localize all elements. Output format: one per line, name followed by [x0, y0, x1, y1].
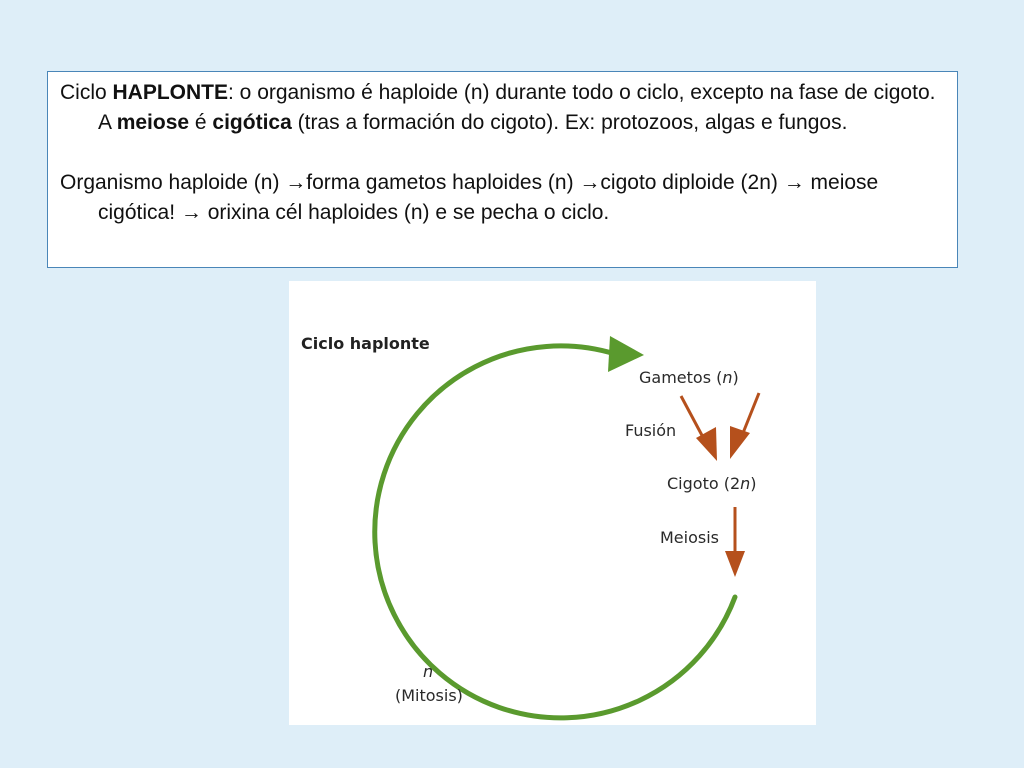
text-box: [47, 71, 958, 268]
meiosis-label: Meiosis: [660, 528, 719, 547]
gametos-label: Gametos (n): [639, 368, 739, 387]
fusion-label: Fusión: [625, 421, 677, 440]
haplonte-term: HAPLONTE: [112, 81, 229, 104]
cigoto-label: Cigoto (2n): [667, 474, 757, 493]
diagram-title: Ciclo haplonte: [301, 334, 430, 353]
arrow-right-icon: →: [783, 171, 805, 194]
arrow-right-icon: →: [579, 171, 601, 194]
fusion-arrow-right-icon: [730, 393, 759, 459]
text-span: (tras a formación do cigoto). Ex: protozoos, algas e fungos.: [291, 111, 848, 134]
text-span: Ciclo: [60, 81, 113, 104]
meiosis-arrow-icon: [725, 507, 745, 577]
text-span: : o organismo é haploide (n) durante todo o ciclo, excepto na fase de cigoto. A: [98, 81, 936, 134]
meiose-term: meiose: [116, 111, 190, 134]
cycle-summary: [60, 168, 947, 228]
text-span: forma gametos haploides (n): [306, 171, 580, 194]
mitosis-label: (Mitosis): [395, 686, 463, 705]
arrow-right-icon: →: [180, 201, 202, 224]
text-span: Organismo haploide (n): [60, 171, 286, 194]
fusion-arrow-left-icon: [681, 396, 717, 461]
text-span: meiose cigótica!: [98, 171, 879, 224]
haplont-cycle-diagram: [289, 281, 816, 725]
cigotica-term: cigótica: [212, 111, 292, 134]
text-span: é: [189, 111, 213, 134]
cycle-svg: [289, 281, 816, 725]
text-span: cigoto diploide (2n): [600, 171, 784, 194]
haplonte-definition: [60, 78, 947, 138]
arrow-right-icon: →: [285, 171, 307, 194]
text-span: orixina cél haploides (n) e se pecha o ciclo.: [201, 201, 610, 224]
cycle-arrowhead-icon: [608, 336, 644, 372]
n-label: n: [423, 662, 434, 681]
